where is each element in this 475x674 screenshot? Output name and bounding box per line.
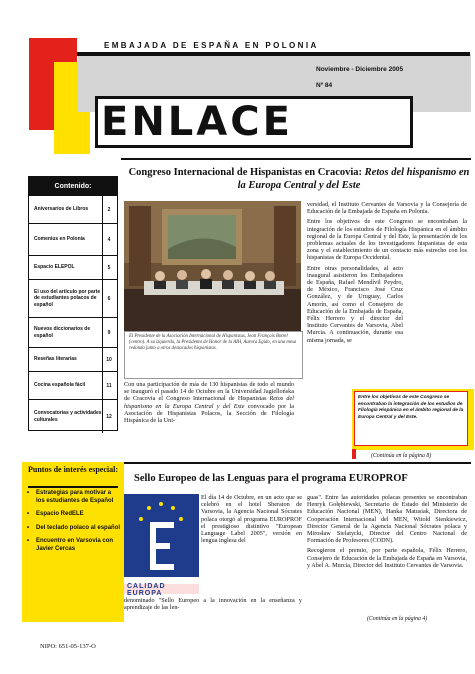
nipo-code: NIPO: 651-05-137-O xyxy=(40,643,96,650)
article2-column2: guas". Entre las autoridades polacas presentes se encontraban Henryk Gołębiewski, Secretario de Estado del Ministerio de Educación Nacional (MEN), Hanka Matusiak, Directora de Cooperación Internacional del MEN, Witold Sienkiewicz, Director General de la Agencia Nacional Sócrates polaca y Mirosław Sielatycki, Director del Centro Nacional de Formación de Profesores (CODN). Recogieron el premio, por parte española, Félix Herrero, Consejero de Educación de la Embajada de España en Varsovia, y Abel A. Murcia, Director del Instituto Cervantes de Varsovia. xyxy=(307,494,467,569)
contents-item[interactable]: Reseñas literarias 10 xyxy=(29,348,117,372)
article2-column1-end: denominado "Sello Europeo a la innovación en la enseñanza y aprendizaje de las len- xyxy=(124,597,302,612)
article2-column1: El día 14 de Octubre, en un acto que se celebró en el hotel Sheraton de Varsovia, la Agencia Nacional Sócrates polaca otorgó al programa EUROPROF el prestigioso distintivo "European Language Label 2005", versión en lengua inglesa del xyxy=(201,494,302,545)
contents-item[interactable]: El uso del artículo por parte de estudiantes polacos de español 6 xyxy=(29,280,117,318)
contents-item[interactable]: Nuevos diccionarios de español 9 xyxy=(29,318,117,348)
article1-headline: Congreso Internacional de Hispanistas en Cracovia: Retos del hispanismo en la Europa Central y del Este xyxy=(128,167,470,191)
logo-caption: CALIDAD EUROPA xyxy=(127,583,166,597)
article2-headline: Sello Europeo de las Lenguas para el programa EUROPROF xyxy=(134,473,408,484)
article1-continued[interactable]: (Continúa en la página 8) xyxy=(371,453,432,459)
calidad-europa-logo xyxy=(124,494,199,594)
title-underline xyxy=(121,158,471,160)
section-divider xyxy=(118,462,471,464)
congress-photo xyxy=(124,201,301,331)
embassy-name: EMBAJADA DE ESPAÑA EN POLONIA xyxy=(104,41,319,50)
issue-number: Nº 84 xyxy=(316,82,333,89)
contents-item[interactable]: Convocatorias y actividades culturales 12 xyxy=(29,400,117,433)
interest-points-heading: Puntos de interés especial: xyxy=(28,465,118,474)
contents-box xyxy=(28,176,118,431)
interest-point[interactable]: • Del teclado polaco al español xyxy=(26,525,121,533)
contents-heading: Contenido: xyxy=(29,177,117,196)
interest-point[interactable]: • Encuentro en Varsovia con Javier Cercas xyxy=(26,538,121,553)
red-accent xyxy=(352,449,356,459)
photo-caption: El Presidente de la Asociación Internacional de Hispanistas, Jean François Botrel (centro). A su izquierda, la Presidenta de Honor de la AIH, Aurora Egido, en una mesa redonda junto a otros destacados hispanistas. xyxy=(129,334,297,352)
interest-points-list xyxy=(26,490,121,559)
newsletter-title: ENLACE xyxy=(101,99,293,145)
contents-item[interactable]: Aniversarios de Libros 2 xyxy=(29,196,117,224)
contents-item[interactable]: Comenius en Polonia 4 xyxy=(29,224,117,256)
masthead-rule xyxy=(77,52,470,56)
interest-point[interactable]: • Estrategias para motivar a los estudiantes de Español xyxy=(26,490,121,505)
contents-item[interactable]: Cocina española fácil 11 xyxy=(29,372,117,400)
article1-column2: versidad, el Instituto Cervantes de Varsovia y la Consejería de Educación de la Embajada de España en Polonia. Entre los objetivos de este Congreso se encontraban la integración de los estudios de Filología Hispánica en el ámbito regional de la Europa Central y del Este, la presentación de los problemas actuales de los investigadores hispanistas de esta zona y el establecimiento de un contacto más estrecho con los hispanistas de Europa Occidental. Entre otras personalidades, al acto inaugural asistieron los Embajadores de España, Rafael Mendívil Peydro, de México, Francisco José Cruz González, y de Uruguay, Carlos Amorín, así como el Consejero de Educación de la Embajada de España, Félix Herrero y el director del Instituto Cervantes de Varsovia, Abel Murcia. A continuación, durante esa misma jornada, se xyxy=(307,201,467,344)
article1-column1: Con una participación de más de 130 hispanistas de todo el mundo se inauguró el pasado 14 de Octubre en la Universidad Jagiellońska de Cracovia el Congreso Internacional de Hispanistas Retos del hispanismo en la Europa Central y del Este convocado por la Asociación de Hispanistas Polacos, la Sección de Filología Hispánica de la Uni- xyxy=(124,381,294,425)
issue-date: Noviembre - Diciembre 2005 xyxy=(316,66,404,73)
pull-quote: Entre los objetivos de este Congreso se encontraban la integración de los estudios de Filología Hispánica en el ámbito regional de la Europa Central y del Este. xyxy=(358,395,464,420)
article2-continued[interactable]: (Continúa en la página 4) xyxy=(367,616,428,622)
contents-item[interactable]: Espacio ELEPOL 5 xyxy=(29,256,117,280)
interest-points-rule xyxy=(28,486,118,488)
interest-point[interactable]: • Espacio RedELE xyxy=(26,511,121,519)
